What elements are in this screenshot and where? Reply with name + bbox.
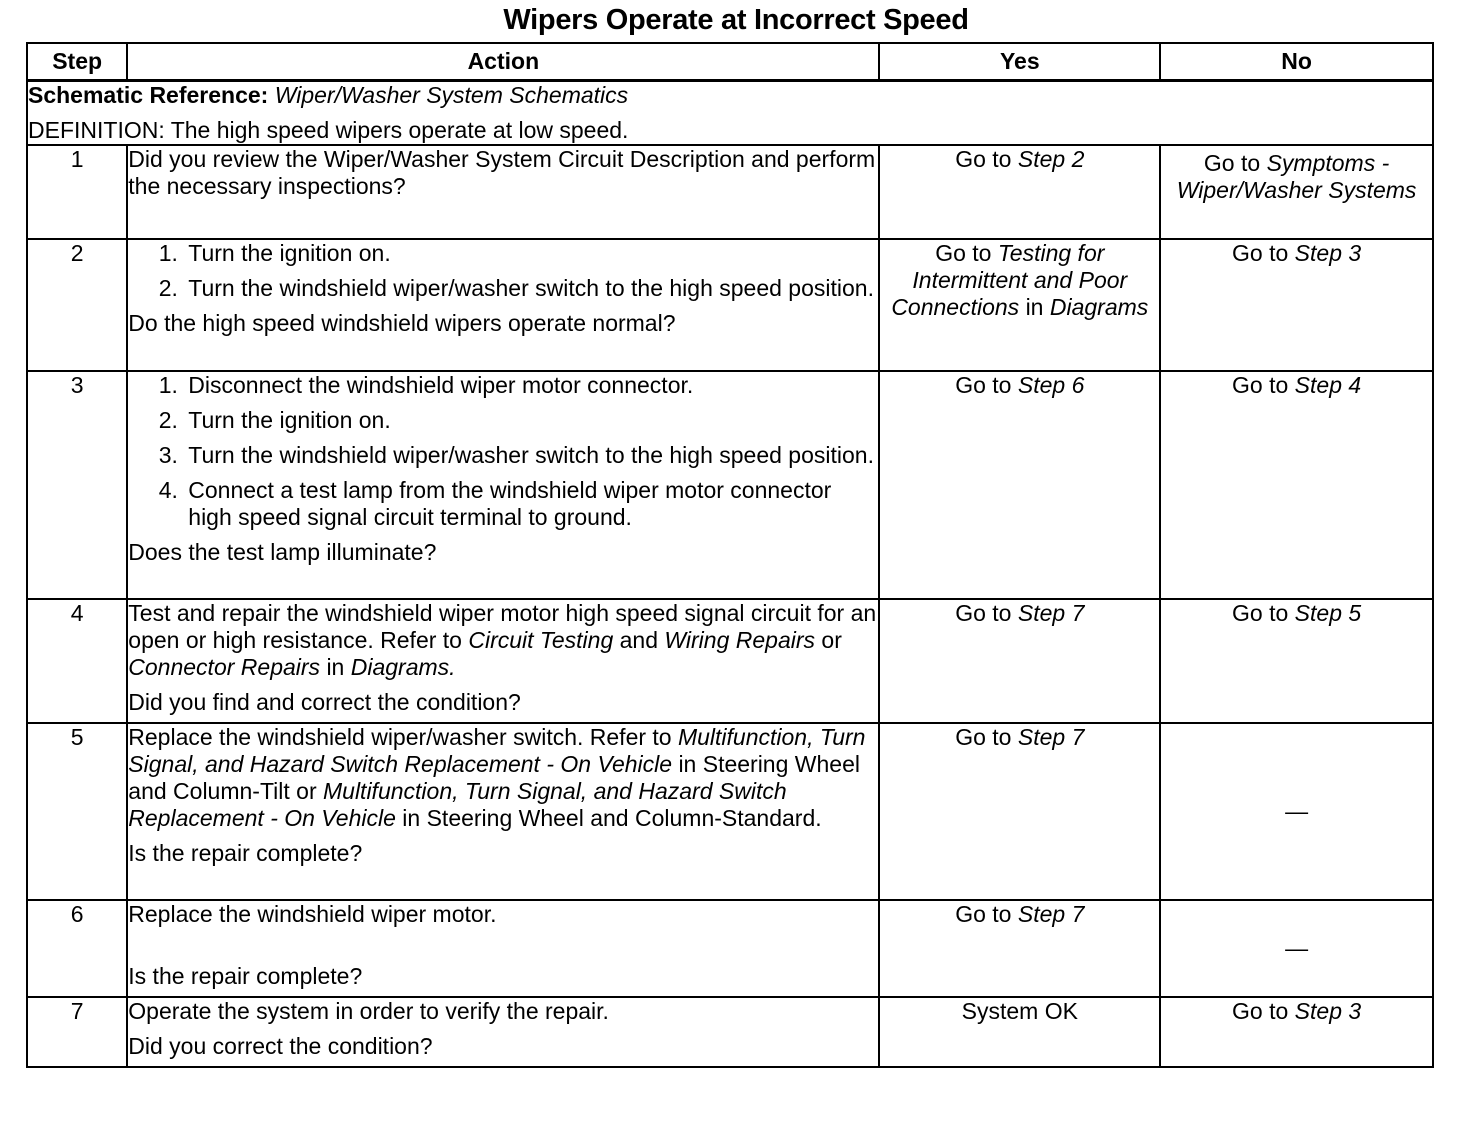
yes-cell [879,599,1160,723]
action-question: Is the repair complete? [128,963,363,989]
link-switch-replacement-tilt[interactable]: Multifunction, Turn Signal, and Hazard Switch Replacement - On Vehicle [128,724,866,777]
link-diagrams[interactable]: Diagrams. [350,654,456,680]
yes-link[interactable]: Step 7 [1017,901,1085,927]
yes-link[interactable]: Step 2 [1017,146,1085,172]
action-text: Did you review the Wiper/Washer System Circuit Description and perform the necessary inspections? [128,146,876,199]
table-row [27,900,1433,997]
yes-link[interactable]: Step 6 [1017,372,1085,398]
action-cell [127,145,879,239]
no-link[interactable]: Step 3 [1294,998,1362,1024]
header-action: Action [127,43,879,81]
action-question: Is the repair complete? [128,840,363,866]
action-cell [127,723,879,900]
table-row [27,145,1433,239]
action-text: Replace the windshield wiper motor. [128,901,497,927]
no-cell [1160,900,1433,997]
no-dash: — [1285,798,1309,824]
no-cell [1160,239,1433,371]
header-step: Step [27,43,127,81]
action-cell [127,371,879,599]
yes-link[interactable]: Step 7 [1017,724,1085,750]
action-text-part: in Steering Wheel and Column-Tilt or [128,751,860,804]
no-prefix: Go to [1232,600,1289,626]
action-text-part: Test and repair the windshield wiper motor high speed signal circuit for an open or high resistance. Refer to [128,600,877,653]
header-yes: Yes [879,43,1160,81]
yes-link[interactable]: Testing for Intermittent and Poor Connections [891,240,1128,320]
no-link[interactable]: Step 5 [1294,600,1362,626]
yes-link-2[interactable]: Diagrams [1049,294,1149,320]
yes-prefix: Go to [955,901,1012,927]
yes-prefix: Go to [935,240,992,266]
link-switch-replacement-standard[interactable]: Multifunction, Turn Signal, and Hazard Switch Replacement - On Vehicle [128,778,787,831]
reference-row [27,81,1433,146]
no-link[interactable]: Symptoms - Wiper/Washer Systems [1176,150,1417,203]
link-connector-repairs[interactable]: Connector Repairs [128,654,321,680]
list-item: 4. Connect a test lamp from the windshield wiper motor connector high speed signal circuit terminal to ground. [184,477,878,531]
list-item: 1. Disconnect the windshield wiper motor connector. [184,372,878,399]
table-row [27,371,1433,599]
list-item: 2. Turn the ignition on. [184,407,878,434]
header-no: No [1160,43,1433,81]
action-text [128,724,878,832]
action-text-part: in Steering Wheel and Column-Standard. [402,805,822,831]
step-number: 2 [27,239,127,371]
step-number: 1 [27,145,127,239]
action-text-part: Replace the windshield wiper/washer switch. Refer to [128,724,672,750]
yes-cell [879,239,1160,371]
yes-link[interactable]: Step 7 [1017,600,1085,626]
table-row [27,723,1433,900]
diagnostic-table [26,42,1434,1068]
yes-prefix: Go to [955,146,1012,172]
no-prefix: Go to [1232,372,1289,398]
link-circuit-testing[interactable]: Circuit Testing [468,627,614,653]
action-cell [127,239,879,371]
no-link[interactable]: Step 4 [1294,372,1362,398]
step-number: 6 [27,900,127,997]
no-cell [1160,599,1433,723]
yes-mid: in [1025,294,1044,320]
schematic-label: Schematic Reference: [28,82,269,108]
table-row [27,997,1433,1067]
yes-prefix: Go to [955,724,1012,750]
yes-cell [879,723,1160,900]
list-item: 3. Turn the windshield wiper/washer switch to the high speed position. [184,442,878,469]
no-prefix: Go to [1232,240,1289,266]
action-text-part: and [619,627,659,653]
action-list [128,372,878,531]
step-number: 7 [27,997,127,1067]
yes-prefix: Go to [955,600,1012,626]
action-question: Did you correct the condition? [128,1033,433,1059]
no-cell [1160,997,1433,1067]
action-question: Do the high speed windshield wipers operate normal? [128,310,676,336]
yes-cell [879,145,1160,239]
yes-cell: System OK [879,997,1160,1067]
header-row [27,43,1433,81]
table-row [27,599,1433,723]
no-dash: — [1285,935,1309,961]
list-item: 1. Turn the ignition on. [184,240,878,267]
action-cell [127,900,879,997]
no-prefix: Go to [1232,998,1289,1024]
action-text [128,600,878,681]
schematic-link[interactable]: Wiper/Washer System Schematics [274,82,629,108]
link-wiring-repairs[interactable]: Wiring Repairs [664,627,816,653]
no-cell [1160,371,1433,599]
list-item: 2. Turn the windshield wiper/washer switch to the high speed position. [184,275,878,302]
page-title: Wipers Operate at Incorrect Speed [503,4,969,36]
table-row [27,239,1433,371]
definition: DEFINITION: The high speed wipers operate at low speed. [28,117,629,143]
yes-cell [879,371,1160,599]
action-list [128,240,878,302]
action-question: Does the test lamp illuminate? [128,539,437,565]
action-text: Operate the system in order to verify the repair. [128,998,609,1024]
yes-cell [879,900,1160,997]
schematic-reference [28,82,1432,109]
reference-cell [27,81,1433,146]
no-link[interactable]: Step 3 [1294,240,1362,266]
no-cell [1160,145,1433,239]
action-cell [127,997,879,1067]
step-number: 3 [27,371,127,599]
no-cell [1160,723,1433,900]
step-number: 4 [27,599,127,723]
action-text-part: in [326,654,345,680]
action-text-part: or [821,627,842,653]
no-prefix: Go to [1203,150,1261,176]
action-question: Did you find and correct the condition? [128,689,521,715]
step-number: 5 [27,723,127,900]
yes-prefix: Go to [955,372,1012,398]
action-cell [127,599,879,723]
